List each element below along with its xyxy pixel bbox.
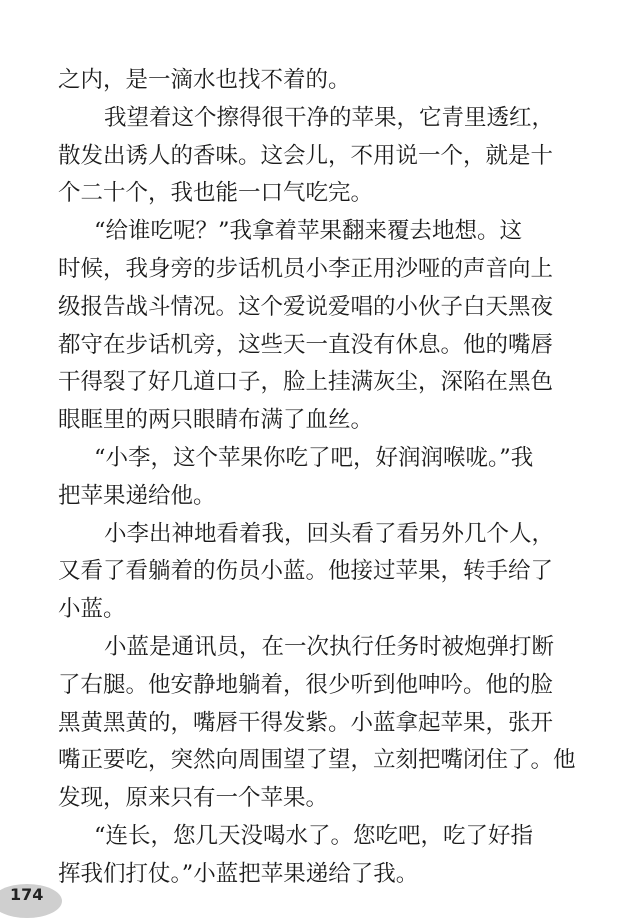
text-line: 时候，我身旁的步话机员小李正用沙哑的声音向上 [58,255,554,282]
paragraph [58,629,578,818]
body-text [58,62,578,894]
text-line: 之内，是一滴水也找不着的。 [58,67,351,93]
paragraph [58,440,578,516]
paragraph [58,818,578,894]
paragraph [58,62,578,100]
text-line: “给谁吃呢？”我拿着苹果翻来覆去地想。这 [94,218,523,245]
text-line: 了右腿。他安静地躺着，很少听到他呻吟。他的脸 [58,671,554,698]
paragraph [58,100,578,213]
paragraph [58,516,578,629]
text-line: 散发出诱人的香味。这会儿，不用说一个，就是十 [58,142,554,169]
text-line: 小李出神地看着我，回头看了看另外几个人， [104,520,555,547]
text-line: 都守在步话机旁，这些天一直没有休息。他的嘴唇 [58,331,554,358]
text-line: 发现，原来只有一个苹果。 [58,785,329,812]
text-line: 干得裂了好几道口子，脸上挂满灰尘，深陷在黑色 [58,369,554,396]
text-line: 嘴正要吃，突然向周围望了望，立刻把嘴闭住了。他 [58,747,576,774]
text-line: 级报告战斗情况。这个爱说爱唱的小伙子白天黑夜 [58,293,554,320]
page-footer [0,882,80,904]
text-line: “连长，您几天没喝水了。您吃吧，吃了好指 [94,822,534,849]
text-line: 又看了看躺着的伤员小蓝。他接过苹果，转手给了 [58,558,554,585]
paragraph [58,213,578,440]
text-line: 小蓝是通讯员，在一次执行任务时被炮弹打断 [104,633,555,660]
text-line: 黑黄黑黄的，嘴唇干得发紫。小蓝拿起苹果，张开 [58,709,554,736]
text-line: 眼眶里的两只眼睛布满了血丝。 [58,407,374,434]
text-line: 挥我们打仗。”小蓝把苹果递给了我。 [58,860,419,887]
page-number: 174 [10,885,44,904]
text-line: 个二十个，我也能一口气吃完。 [58,180,374,207]
text-line: 我望着这个擦得很干净的苹果，它青里透红， [104,104,555,131]
text-line: 把苹果递给他。 [58,482,216,509]
text-line: “小李，这个苹果你吃了吧，好润润喉咙。”我 [94,444,534,471]
text-line: 小蓝。 [58,596,126,623]
